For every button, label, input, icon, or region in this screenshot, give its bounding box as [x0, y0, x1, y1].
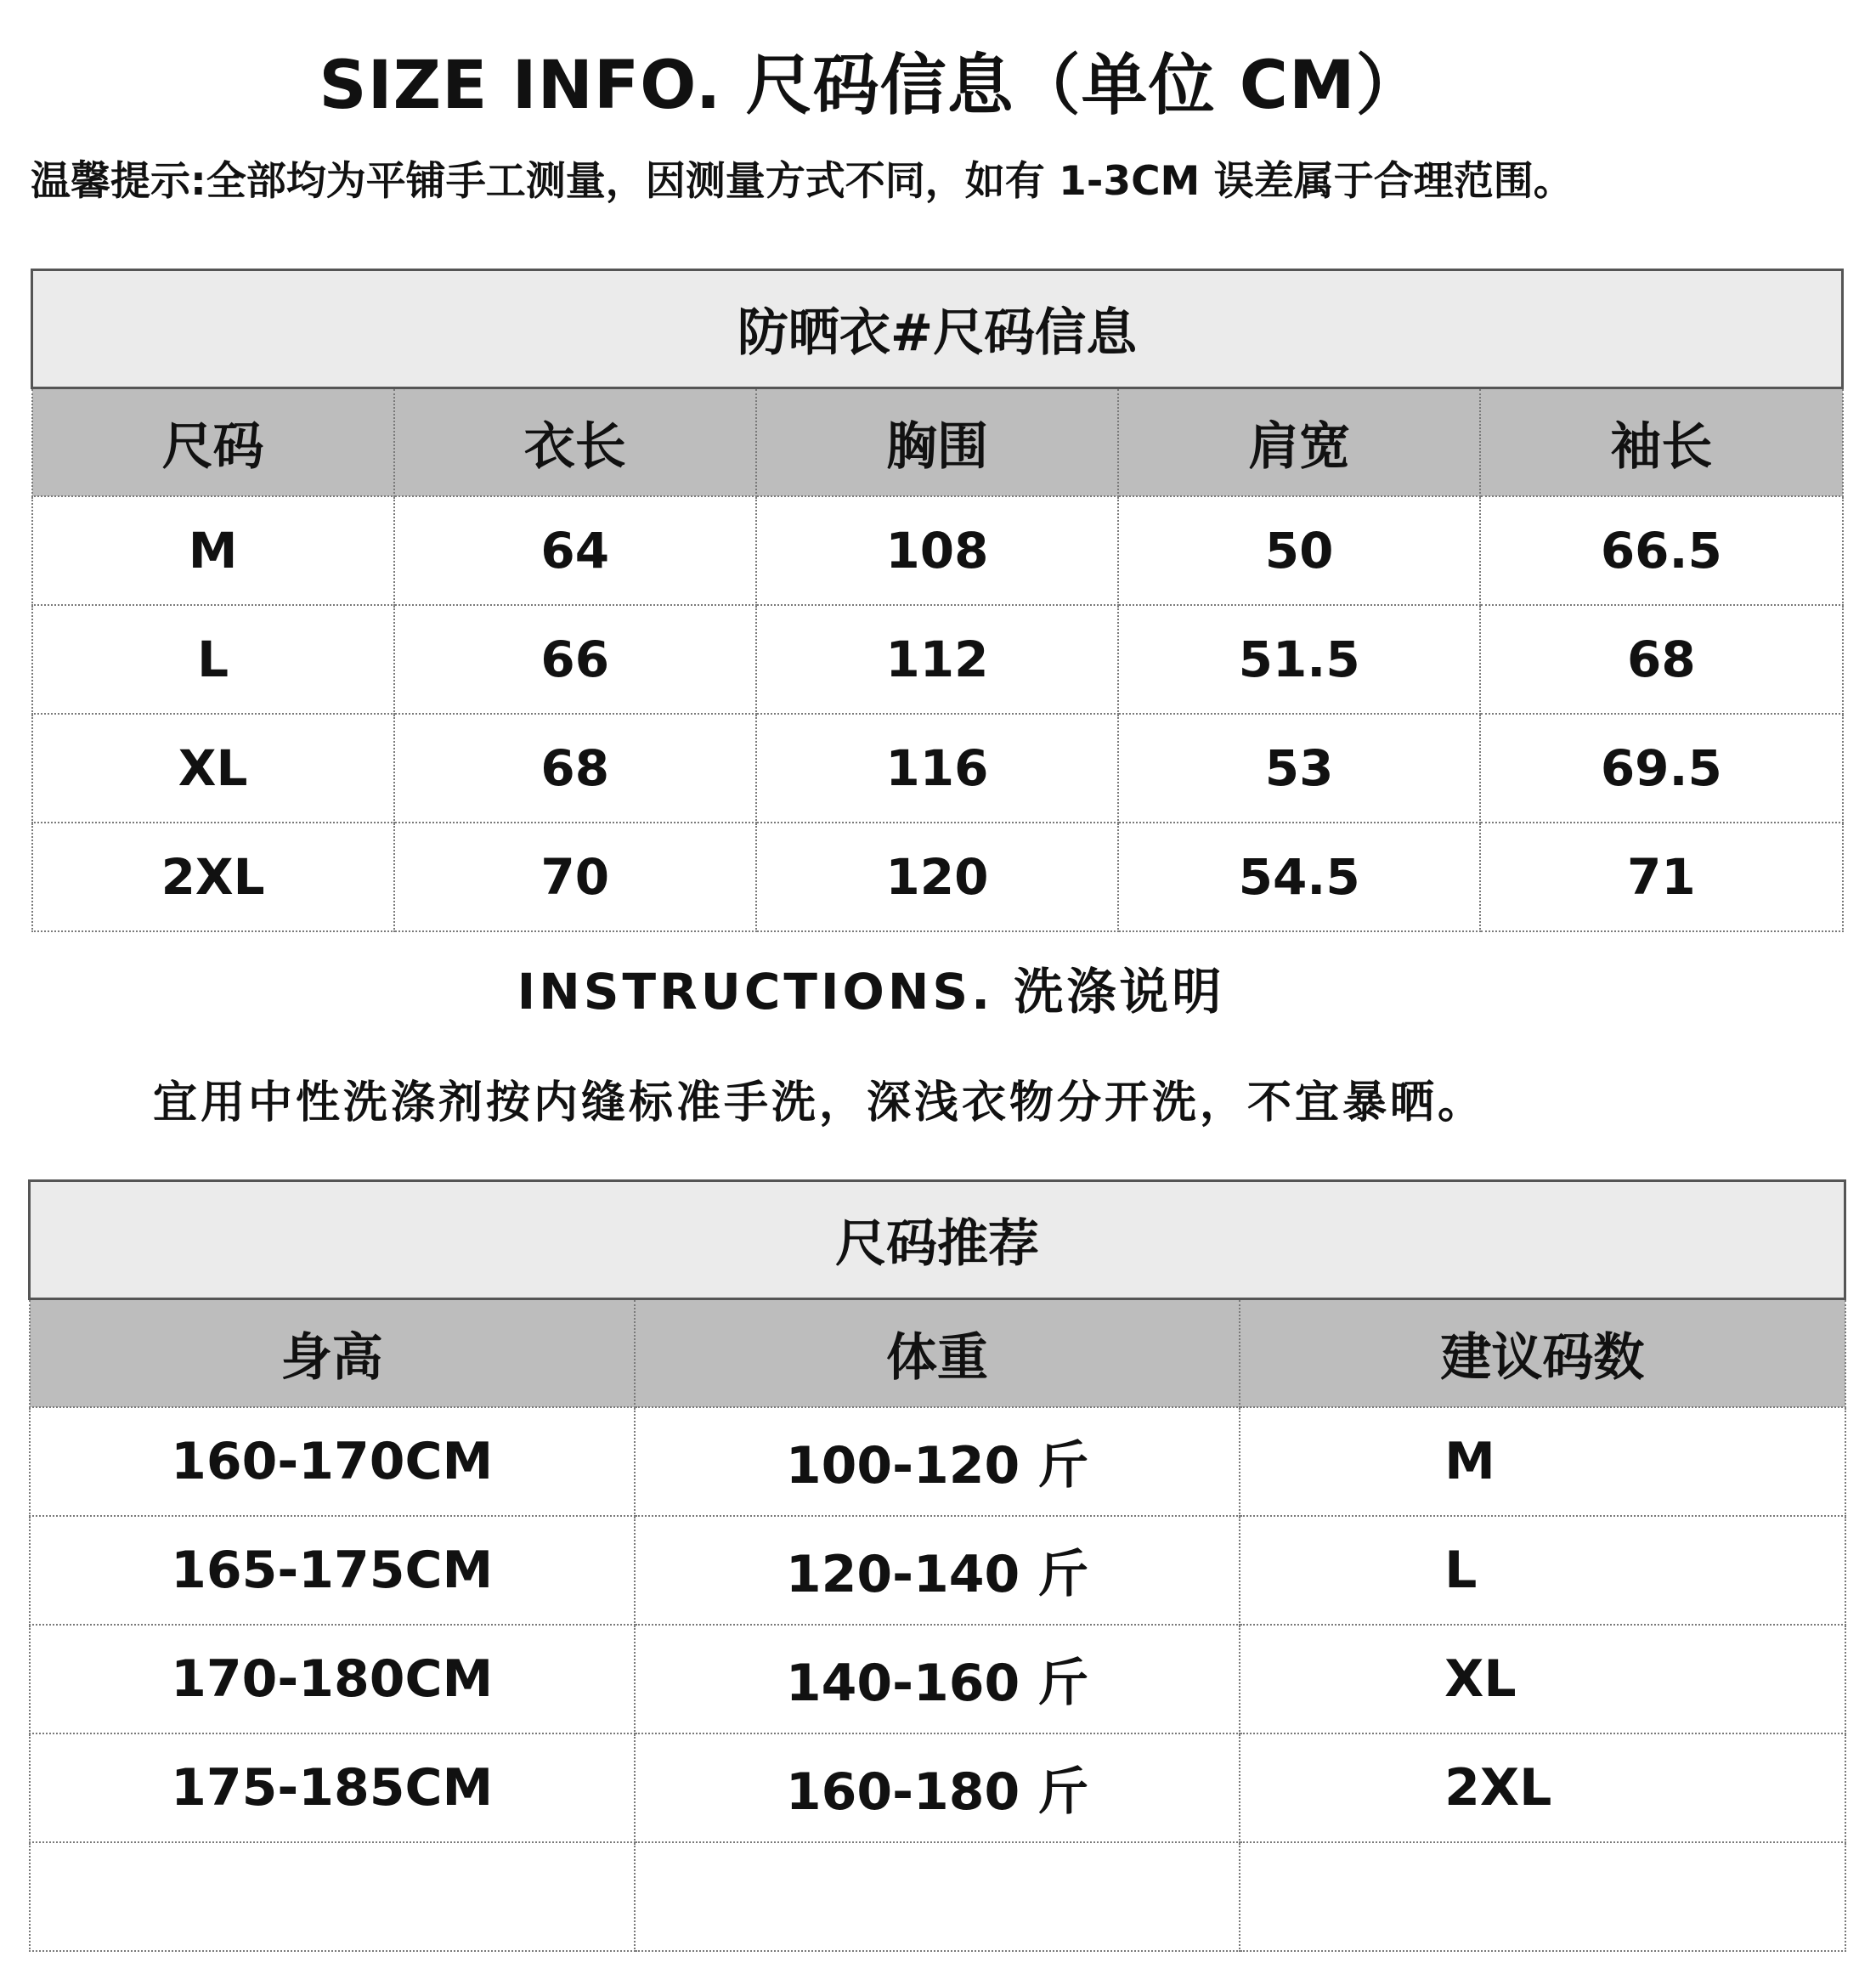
table-cell — [30, 1842, 635, 1951]
table-row — [32, 496, 1843, 605]
table-cell: 68 — [1480, 605, 1842, 714]
table-cell: 160-180 斤 — [635, 1733, 1240, 1842]
size-table-header-row — [32, 388, 1843, 497]
instructions-title: INSTRUCTIONS. 洗涤说明 — [517, 963, 1225, 1021]
table-cell: L — [1240, 1516, 1845, 1625]
table-cell: 100-120 斤 — [635, 1407, 1240, 1516]
table-cell: 165-175CM — [30, 1516, 635, 1625]
table-cell: XL — [1240, 1625, 1845, 1733]
table-cell: 70 — [394, 823, 756, 931]
column-header: 体重 — [635, 1299, 1240, 1408]
column-header: 袖长 — [1480, 388, 1842, 497]
page-title: SIZE INFO. 尺码信息（单位 CM） — [319, 48, 1423, 124]
table-row — [32, 823, 1843, 931]
table-cell: 69.5 — [1480, 714, 1842, 823]
table-row — [30, 1733, 1845, 1842]
table-row — [30, 1407, 1845, 1516]
table-cell: 53 — [1118, 714, 1480, 823]
table-cell: 116 — [756, 714, 1118, 823]
table-cell: 64 — [394, 496, 756, 605]
table-row — [32, 714, 1843, 823]
table-cell — [635, 1842, 1240, 1951]
column-header: 建议码数 — [1240, 1299, 1845, 1408]
measurement-tip: 温馨提示:全部均为平铺手工测量，因测量方式不同，如有 1-3CM 误差属于合理范围。 — [31, 158, 1574, 205]
size-info-table — [31, 269, 1844, 932]
table-row — [30, 1842, 1845, 1951]
table-cell: 66.5 — [1480, 496, 1842, 605]
table-cell: 71 — [1480, 823, 1842, 931]
table-cell: 108 — [756, 496, 1118, 605]
table-cell: M — [32, 496, 394, 605]
column-header: 肩宽 — [1118, 388, 1480, 497]
table-cell: 120 — [756, 823, 1118, 931]
table-cell: XL — [32, 714, 394, 823]
recommend-table-caption: 尺码推荐 — [30, 1181, 1845, 1299]
size-recommendation-table — [28, 1179, 1846, 1952]
recommend-table-caption-row — [30, 1181, 1845, 1299]
table-cell — [1240, 1842, 1845, 1951]
recommend-table-header-row — [30, 1299, 1845, 1408]
table-cell: 51.5 — [1118, 605, 1480, 714]
size-table-caption: 防晒衣#尺码信息 — [32, 270, 1843, 388]
table-cell: 2XL — [1240, 1733, 1845, 1842]
table-cell: 160-170CM — [30, 1407, 635, 1516]
table-row — [30, 1516, 1845, 1625]
table-cell: 140-160 斤 — [635, 1625, 1240, 1733]
table-row — [30, 1625, 1845, 1733]
table-cell: L — [32, 605, 394, 714]
size-table-caption-row — [32, 270, 1843, 388]
column-header: 胸围 — [756, 388, 1118, 497]
table-cell: 54.5 — [1118, 823, 1480, 931]
table-cell: M — [1240, 1407, 1845, 1516]
table-row — [32, 605, 1843, 714]
table-cell: 66 — [394, 605, 756, 714]
table-cell: 120-140 斤 — [635, 1516, 1240, 1625]
table-cell: 175-185CM — [30, 1733, 635, 1842]
table-cell: 112 — [756, 605, 1118, 714]
column-header: 身高 — [30, 1299, 635, 1408]
table-cell: 50 — [1118, 496, 1480, 605]
column-header: 衣长 — [394, 388, 756, 497]
table-cell: 68 — [394, 714, 756, 823]
table-cell: 170-180CM — [30, 1625, 635, 1733]
column-header: 尺码 — [32, 388, 394, 497]
instructions-text: 宜用中性洗涤剂按内缝标准手洗，深浅衣物分开洗，不宜暴晒。 — [153, 1077, 1486, 1128]
table-cell: 2XL — [32, 823, 394, 931]
